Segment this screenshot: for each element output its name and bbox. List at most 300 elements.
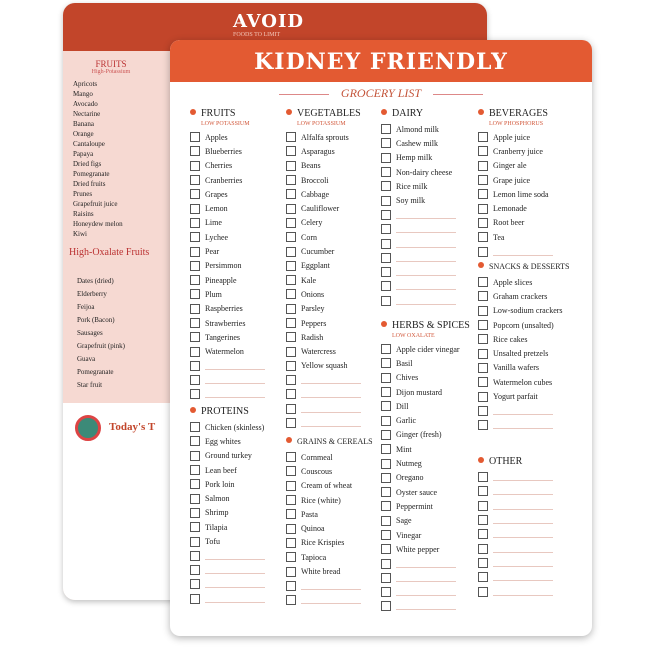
write-in-line[interactable] [396, 240, 456, 248]
blank-list-item[interactable] [478, 484, 588, 498]
list-item[interactable] [286, 479, 378, 493]
write-in-line[interactable] [301, 376, 361, 384]
write-in-line[interactable] [493, 487, 553, 495]
list-item[interactable] [190, 477, 282, 491]
item-label: Root beer [493, 218, 525, 228]
checkbox[interactable] [190, 218, 200, 228]
blank-list-item[interactable] [381, 294, 473, 308]
checkbox[interactable] [190, 247, 200, 257]
list-item[interactable] [381, 442, 473, 456]
section-herbs-spices [381, 320, 473, 614]
checkbox[interactable] [478, 349, 488, 359]
list-item[interactable] [286, 159, 378, 173]
list-item[interactable] [381, 193, 473, 207]
checkbox[interactable] [190, 537, 200, 547]
checkbox[interactable] [381, 587, 391, 597]
list-item[interactable] [478, 375, 588, 389]
list-item[interactable] [381, 514, 473, 528]
checkbox[interactable] [381, 181, 391, 191]
checkbox[interactable] [286, 538, 296, 548]
checkbox[interactable] [478, 291, 488, 301]
list-item[interactable] [286, 173, 378, 187]
section-title [190, 406, 282, 418]
write-in-line[interactable] [396, 268, 456, 276]
checkbox[interactable] [478, 420, 488, 430]
checkbox[interactable] [190, 347, 200, 357]
checkbox[interactable] [381, 124, 391, 134]
checkbox[interactable] [190, 375, 200, 385]
checkbox[interactable] [381, 239, 391, 249]
write-in-line[interactable] [396, 225, 456, 233]
list-item[interactable] [286, 359, 378, 373]
checkbox[interactable] [478, 572, 488, 582]
checkbox[interactable] [286, 289, 296, 299]
checkbox[interactable] [286, 304, 296, 314]
checkbox[interactable] [286, 175, 296, 185]
blank-list-item[interactable] [381, 265, 473, 279]
checkbox[interactable] [478, 247, 488, 257]
blank-list-item[interactable] [286, 373, 378, 387]
checkbox[interactable] [190, 451, 200, 461]
checkbox[interactable] [190, 465, 200, 475]
checkbox[interactable] [381, 516, 391, 526]
checkbox[interactable] [381, 281, 391, 291]
checkbox[interactable] [381, 210, 391, 220]
checkbox[interactable] [381, 344, 391, 354]
checkbox[interactable] [381, 401, 391, 411]
checkbox[interactable] [478, 218, 488, 228]
checkbox[interactable] [286, 466, 296, 476]
checkbox[interactable] [286, 524, 296, 534]
checkbox[interactable] [381, 459, 391, 469]
list-item[interactable] [381, 428, 473, 442]
checkbox[interactable] [190, 189, 200, 199]
checkbox[interactable] [286, 347, 296, 357]
list-item[interactable] [190, 520, 282, 534]
write-in-line[interactable] [301, 596, 361, 604]
checkbox[interactable] [478, 306, 488, 316]
list-item[interactable] [478, 173, 588, 187]
list-item[interactable] [286, 330, 378, 344]
list-item[interactable] [381, 151, 473, 165]
list-item[interactable] [381, 122, 473, 136]
checkbox[interactable] [478, 161, 488, 171]
write-in-line[interactable] [493, 516, 553, 524]
checkbox[interactable] [478, 204, 488, 214]
list-item[interactable] [286, 201, 378, 215]
blank-list-item[interactable] [478, 404, 588, 418]
checkbox[interactable] [478, 189, 488, 199]
checkbox[interactable] [286, 218, 296, 228]
checkbox[interactable] [190, 289, 200, 299]
list-item[interactable] [190, 420, 282, 434]
list-item[interactable] [286, 187, 378, 201]
checkbox[interactable] [381, 559, 391, 569]
checkbox[interactable] [381, 138, 391, 148]
checkbox[interactable] [286, 452, 296, 462]
checkbox[interactable] [190, 508, 200, 518]
list-item[interactable] [286, 521, 378, 535]
checkbox[interactable] [381, 501, 391, 511]
list-item[interactable] [190, 316, 282, 330]
list-item[interactable] [190, 534, 282, 548]
list-item[interactable] [381, 356, 473, 370]
list-item[interactable] [190, 159, 282, 173]
checkbox[interactable] [478, 558, 488, 568]
write-in-line[interactable] [205, 580, 265, 588]
checkbox[interactable] [381, 387, 391, 397]
write-in-line[interactable] [493, 407, 553, 415]
checkbox[interactable] [286, 375, 296, 385]
blank-list-item[interactable] [190, 592, 282, 606]
list-item[interactable] [478, 201, 588, 215]
checkbox[interactable] [381, 444, 391, 454]
list-item[interactable] [381, 499, 473, 513]
checkbox[interactable] [190, 132, 200, 142]
list-item[interactable] [381, 179, 473, 193]
list-item[interactable] [286, 273, 378, 287]
blank-list-item[interactable] [381, 279, 473, 293]
write-in-line[interactable] [205, 566, 265, 574]
list-item[interactable] [286, 302, 378, 316]
blank-list-item[interactable] [381, 571, 473, 585]
write-in-line[interactable] [396, 282, 456, 290]
checkbox[interactable] [286, 332, 296, 342]
checkbox[interactable] [381, 573, 391, 583]
list-item[interactable] [478, 289, 588, 303]
list-item[interactable] [190, 130, 282, 144]
list-item[interactable] [190, 144, 282, 158]
list-item[interactable] [286, 287, 378, 301]
list-item[interactable] [190, 434, 282, 448]
list-item[interactable] [286, 536, 378, 550]
checkbox[interactable] [381, 487, 391, 497]
list-item[interactable] [286, 259, 378, 273]
checkbox[interactable] [190, 565, 200, 575]
avoid-oxalate-item: Star fruit [77, 381, 103, 389]
checkbox[interactable] [190, 579, 200, 589]
checkbox[interactable] [286, 275, 296, 285]
checkbox[interactable] [190, 361, 200, 371]
checkbox[interactable] [381, 544, 391, 554]
checkbox[interactable] [381, 416, 391, 426]
checkbox[interactable] [478, 132, 488, 142]
write-in-line[interactable] [493, 573, 553, 581]
item-label: Grape juice [493, 175, 531, 185]
checkbox[interactable] [286, 146, 296, 156]
write-in-line[interactable] [396, 574, 456, 582]
blank-list-item[interactable] [478, 584, 588, 598]
list-item[interactable] [286, 493, 378, 507]
checkbox[interactable] [190, 175, 200, 185]
blank-list-item[interactable] [478, 470, 588, 484]
checkbox[interactable] [286, 495, 296, 505]
checkbox[interactable] [190, 275, 200, 285]
checkbox[interactable] [381, 224, 391, 234]
checkbox[interactable] [286, 581, 296, 591]
list-item[interactable] [381, 456, 473, 470]
list-item[interactable] [190, 491, 282, 505]
write-in-line[interactable] [301, 390, 361, 398]
checkbox[interactable] [478, 320, 488, 330]
list-item[interactable] [381, 485, 473, 499]
blank-list-item[interactable] [478, 513, 588, 527]
blank-list-item[interactable] [286, 593, 378, 607]
checkbox[interactable] [478, 501, 488, 511]
write-in-line[interactable] [396, 560, 456, 568]
blank-list-item[interactable] [381, 599, 473, 613]
write-in-line[interactable] [493, 559, 553, 567]
list-item[interactable] [381, 371, 473, 385]
checkbox[interactable] [190, 318, 200, 328]
checkbox[interactable] [381, 267, 391, 277]
item-label: Grapes [205, 189, 228, 199]
blank-list-item[interactable] [381, 236, 473, 250]
section-beverages [478, 108, 588, 259]
list-item[interactable] [381, 413, 473, 427]
list-item[interactable] [286, 244, 378, 258]
list-item[interactable] [190, 230, 282, 244]
list-item[interactable] [478, 361, 588, 375]
checkbox[interactable] [381, 196, 391, 206]
checkbox[interactable] [381, 473, 391, 483]
checkbox[interactable] [286, 389, 296, 399]
checkbox[interactable] [190, 161, 200, 171]
checkbox[interactable] [381, 358, 391, 368]
checkbox[interactable] [381, 153, 391, 163]
write-in-line[interactable] [205, 595, 265, 603]
blank-list-item[interactable] [190, 387, 282, 401]
checkbox[interactable] [286, 418, 296, 428]
list-item[interactable] [190, 287, 282, 301]
blank-list-item[interactable] [286, 402, 378, 416]
write-in-line[interactable] [493, 421, 553, 429]
section-proteins [190, 406, 282, 606]
list-item[interactable] [381, 342, 473, 356]
blank-list-item[interactable] [190, 359, 282, 373]
write-in-line[interactable] [493, 530, 553, 538]
checkbox[interactable] [478, 232, 488, 242]
list-item[interactable] [478, 275, 588, 289]
checkbox[interactable] [286, 361, 296, 371]
checkbox[interactable] [286, 404, 296, 414]
checkbox[interactable] [478, 175, 488, 185]
checkbox[interactable] [478, 392, 488, 402]
list-item[interactable] [478, 304, 588, 318]
list-item[interactable] [381, 542, 473, 556]
checkbox[interactable] [190, 332, 200, 342]
write-in-line[interactable] [301, 419, 361, 427]
checkbox[interactable] [190, 436, 200, 446]
checkbox[interactable] [478, 277, 488, 287]
blank-list-item[interactable] [381, 251, 473, 265]
checkbox[interactable] [381, 373, 391, 383]
checkbox[interactable] [478, 334, 488, 344]
list-item[interactable] [478, 130, 588, 144]
list-item[interactable] [190, 344, 282, 358]
list-item[interactable] [381, 399, 473, 413]
list-item[interactable] [190, 273, 282, 287]
list-item[interactable] [286, 130, 378, 144]
checkbox[interactable] [190, 551, 200, 561]
list-item[interactable] [190, 201, 282, 215]
checkbox[interactable] [286, 567, 296, 577]
checkbox[interactable] [286, 204, 296, 214]
checkbox[interactable] [381, 430, 391, 440]
write-in-line[interactable] [301, 582, 361, 590]
checkbox[interactable] [286, 481, 296, 491]
list-item[interactable] [190, 259, 282, 273]
blank-list-item[interactable] [478, 244, 588, 258]
checkbox[interactable] [478, 587, 488, 597]
checkbox[interactable] [381, 601, 391, 611]
list-item[interactable] [478, 230, 588, 244]
list-item[interactable] [286, 450, 378, 464]
list-item[interactable] [381, 165, 473, 179]
list-item[interactable] [190, 173, 282, 187]
list-item[interactable] [286, 464, 378, 478]
section-note: LOW PHOSPHORUS [489, 121, 544, 127]
checkbox[interactable] [478, 406, 488, 416]
checkbox[interactable] [190, 232, 200, 242]
write-in-line[interactable] [493, 502, 553, 510]
item-label: Tapioca [301, 552, 327, 562]
write-in-line[interactable] [396, 254, 456, 262]
list-item[interactable] [478, 332, 588, 346]
blank-list-item[interactable] [381, 222, 473, 236]
list-item[interactable] [286, 507, 378, 521]
avoid-fruit-item: Dried figs [73, 160, 102, 168]
blank-list-item[interactable] [381, 556, 473, 570]
blank-list-item[interactable] [286, 387, 378, 401]
write-in-line[interactable] [493, 248, 553, 256]
blank-list-item[interactable] [190, 563, 282, 577]
blank-list-item[interactable] [381, 585, 473, 599]
checkbox[interactable] [478, 363, 488, 373]
write-in-line[interactable] [396, 211, 456, 219]
list-item[interactable] [478, 159, 588, 173]
list-item[interactable] [381, 528, 473, 542]
checkbox[interactable] [190, 146, 200, 156]
write-in-line[interactable] [396, 297, 456, 305]
checkbox[interactable] [190, 479, 200, 489]
checkbox[interactable] [478, 544, 488, 554]
blank-list-item[interactable] [286, 416, 378, 430]
write-in-line[interactable] [205, 552, 265, 560]
list-item[interactable] [478, 144, 588, 158]
write-in-line[interactable] [396, 588, 456, 596]
list-item[interactable] [381, 471, 473, 485]
list-item[interactable] [190, 244, 282, 258]
list-item[interactable] [190, 216, 282, 230]
checkbox[interactable] [286, 189, 296, 199]
list-item[interactable] [190, 449, 282, 463]
write-in-line[interactable] [205, 390, 265, 398]
list-item[interactable] [286, 230, 378, 244]
write-in-line[interactable] [301, 405, 361, 413]
blank-list-item[interactable] [190, 373, 282, 387]
write-in-line[interactable] [493, 588, 553, 596]
write-in-line[interactable] [493, 473, 553, 481]
checkbox[interactable] [381, 296, 391, 306]
checkbox[interactable] [286, 247, 296, 257]
checkbox[interactable] [286, 552, 296, 562]
list-item[interactable] [478, 346, 588, 360]
list-item[interactable] [286, 316, 378, 330]
blank-list-item[interactable] [381, 208, 473, 222]
list-item[interactable] [381, 136, 473, 150]
checkbox[interactable] [286, 132, 296, 142]
avoid-fruit-item: Papaya [73, 150, 94, 158]
list-item[interactable] [381, 385, 473, 399]
write-in-line[interactable] [493, 545, 553, 553]
list-item[interactable] [478, 187, 588, 201]
blank-list-item[interactable] [478, 541, 588, 555]
checkbox[interactable] [286, 595, 296, 605]
checkbox[interactable] [286, 161, 296, 171]
checkbox[interactable] [286, 509, 296, 519]
list-item[interactable] [190, 463, 282, 477]
blank-list-item[interactable] [190, 577, 282, 591]
checkbox[interactable] [381, 167, 391, 177]
blank-list-item[interactable] [478, 418, 588, 432]
blank-list-item[interactable] [286, 579, 378, 593]
checkbox[interactable] [286, 318, 296, 328]
list-item[interactable] [286, 216, 378, 230]
checkbox[interactable] [190, 304, 200, 314]
list-item[interactable] [478, 389, 588, 403]
blank-list-item[interactable] [478, 499, 588, 513]
blank-list-item[interactable] [478, 570, 588, 584]
checkbox[interactable] [478, 515, 488, 525]
avoid-fruit-item: Mango [73, 90, 93, 98]
checkbox[interactable] [286, 232, 296, 242]
list-item[interactable] [190, 302, 282, 316]
avoid-fruit-item: Apricots [73, 80, 98, 88]
list-item[interactable] [190, 330, 282, 344]
checkbox[interactable] [190, 261, 200, 271]
checkbox[interactable] [478, 472, 488, 482]
write-in-line[interactable] [396, 602, 456, 610]
checkbox[interactable] [381, 253, 391, 263]
checkbox[interactable] [190, 389, 200, 399]
list-item[interactable] [190, 187, 282, 201]
checkbox[interactable] [478, 486, 488, 496]
checkbox[interactable] [478, 146, 488, 156]
list-item[interactable] [190, 506, 282, 520]
checkbox[interactable] [190, 422, 200, 432]
list-item[interactable] [478, 216, 588, 230]
list-item[interactable] [478, 318, 588, 332]
checkbox[interactable] [190, 522, 200, 532]
blank-list-item[interactable] [478, 527, 588, 541]
checkbox[interactable] [478, 529, 488, 539]
checkbox[interactable] [286, 261, 296, 271]
list-item[interactable] [286, 550, 378, 564]
list-item[interactable] [286, 144, 378, 158]
checkbox[interactable] [478, 377, 488, 387]
checkbox[interactable] [190, 594, 200, 604]
write-in-line[interactable] [205, 362, 265, 370]
write-in-line[interactable] [205, 376, 265, 384]
checkbox[interactable] [190, 204, 200, 214]
blank-list-item[interactable] [478, 556, 588, 570]
list-item[interactable] [286, 344, 378, 358]
checkbox[interactable] [190, 494, 200, 504]
list-item[interactable] [286, 564, 378, 578]
blank-list-item[interactable] [190, 549, 282, 563]
checkbox[interactable] [381, 530, 391, 540]
